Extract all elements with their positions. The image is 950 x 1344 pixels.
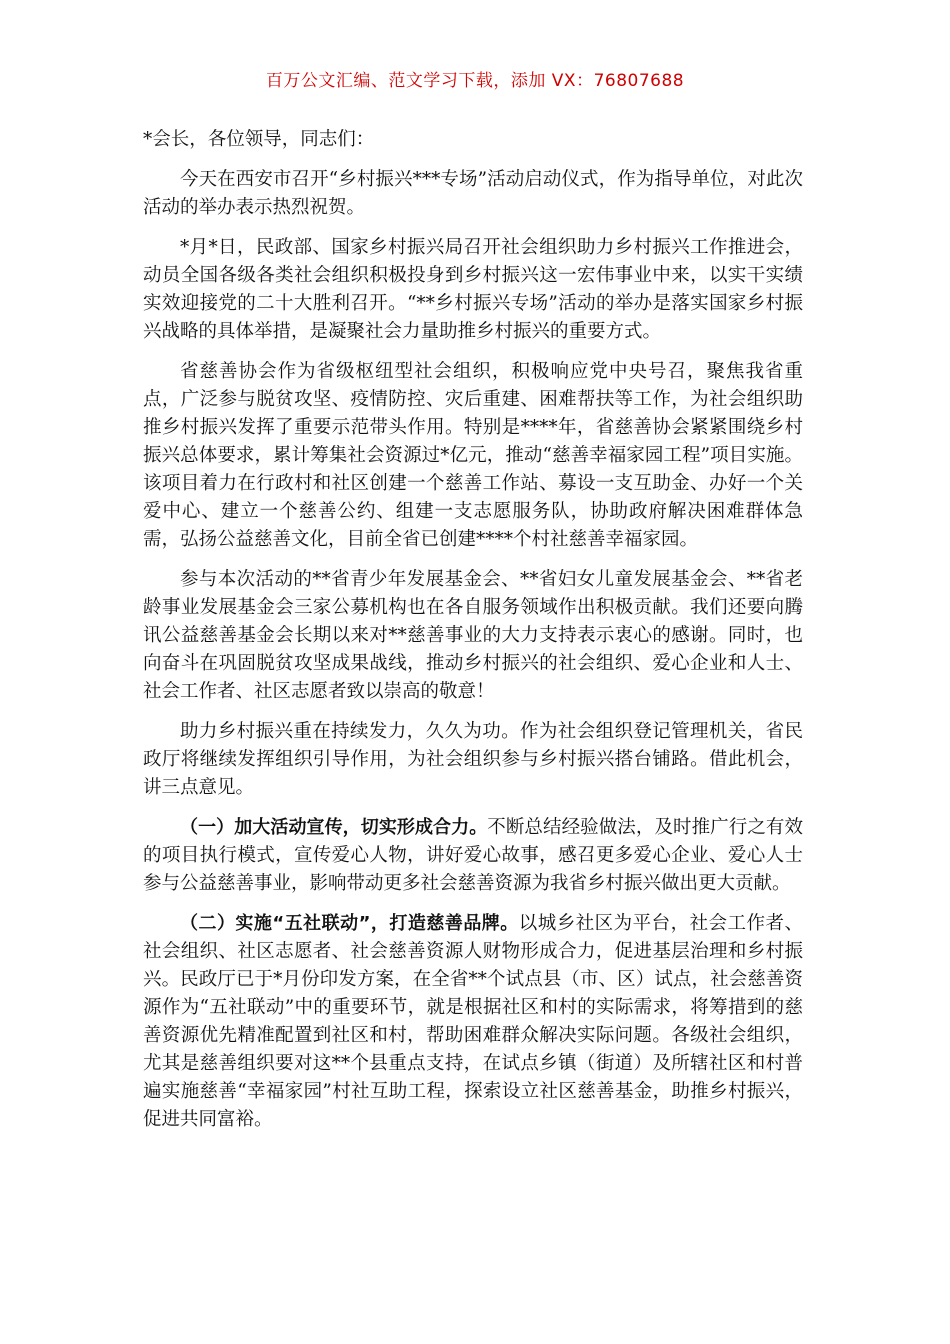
point-one-text: 不断总结经验做法，及时推广行之有效的项目执行模式，宣传爱心人物，讲好爱心故事，感召更多爱心企业、爱心人士参与公益慈善事业，影响带动更多社会慈善资源为我省乡村振兴做出更大贡献。 (143, 817, 803, 894)
paragraph-point-two (143, 910, 803, 1134)
point-one-heading: （一）加大活动宣传，切实形成合力。 (180, 817, 488, 838)
salutation: *会长，各位领导，同志们： (143, 129, 375, 150)
point-two-heading: （二）实施“五社联动”，打造慈善品牌。 (180, 913, 519, 934)
document-body (143, 126, 803, 1146)
paragraph-opening: 今天在西安市召开“乡村振兴***专场”活动启动仪式，作为指导单位，对此次活动的举办表示热烈祝贺。 (143, 169, 803, 218)
paragraph-point-one (143, 814, 803, 898)
paragraph-foundations: 参与本次活动的**省青少年发展基金会、**省妇女儿童发展基金会、**省老龄事业发展基金会三家公募机构也在各自服务领域作出积极贡献。我们还要向腾讯公益慈善基金会长期以来对**慈善事业的大力支持表示衷心的感谢。同时，也向奋斗在巩固脱贫攻坚成果战线，推动乡村振兴的社会组织、爱心企业和人士、社会工作者、社区志愿者致以崇高的敬意！ (143, 569, 803, 702)
paragraph-meeting: *月*日，民政部、国家乡村振兴局召开社会组织助力乡村振兴工作推进会，动员全国各级各类社会组织积极投身到乡村振兴这一宏伟事业中来，以实干实绩实效迎接党的二十大胜利召开。“**乡村振兴专场”活动的举办是落实国家乡村振兴战略的具体举措，是凝聚社会力量助推乡村振兴的重要方式。 (143, 237, 803, 342)
point-two-text: 以城乡社区为平台，社会工作者、社会组织、社区志愿者、社会慈善资源人财物形成合力，促进基层治理和乡村振兴。民政厅已于*月份印发方案，在全省**个试点县（市、区）试点，社会慈善资源作为“五社联动”中的重要环节，就是根据社区和村的实际需求，将筹措到的慈善资源优先精准配置到社区和村，帮助困难群众解决实际问题。各级社会组织，尤其是慈善组织要对这**个县重点支持，在试点乡镇（街道）及所辖社区和村普遍实施慈善“幸福家园”村社互助工程，探索设立社区慈善基金，助推乡村振兴，促进共同富裕。 (143, 913, 803, 1130)
header-banner: 百万公文汇编、范文学习下载，添加 VX：76807688 (265, 71, 685, 91)
paragraph-charity-association: 省慈善协会作为省级枢纽型社会组织，积极响应党中央号召，聚焦我省重点，广泛参与脱贫攻坚、疫情防控、灾后重建、困难帮扶等工作，为社会组织助推乡村振兴发挥了重要示范带头作用。特别是****年，省慈善协会紧紧围绕乡村振兴总体要求，累计筹集社会资源过*亿元，推动“慈善幸福家园工程”项目实施。该项目着力在行政村和社区创建一个慈善工作站、募设一支互助金、办好一个关爱中心、建立一个慈善公约、组建一支志愿服务队，协助政府解决困难群体急需，弘扬公益慈善文化，目前全省已创建****个村社慈善幸福家园。 (143, 361, 803, 550)
paragraph-three-points: 助力乡村振兴重在持续发力，久久为功。作为社会组织登记管理机关，省民政厅将继续发挥组织引导作用，为社会组织参与乡村振兴搭台铺路。借此机会，讲三点意见。 (143, 721, 803, 798)
